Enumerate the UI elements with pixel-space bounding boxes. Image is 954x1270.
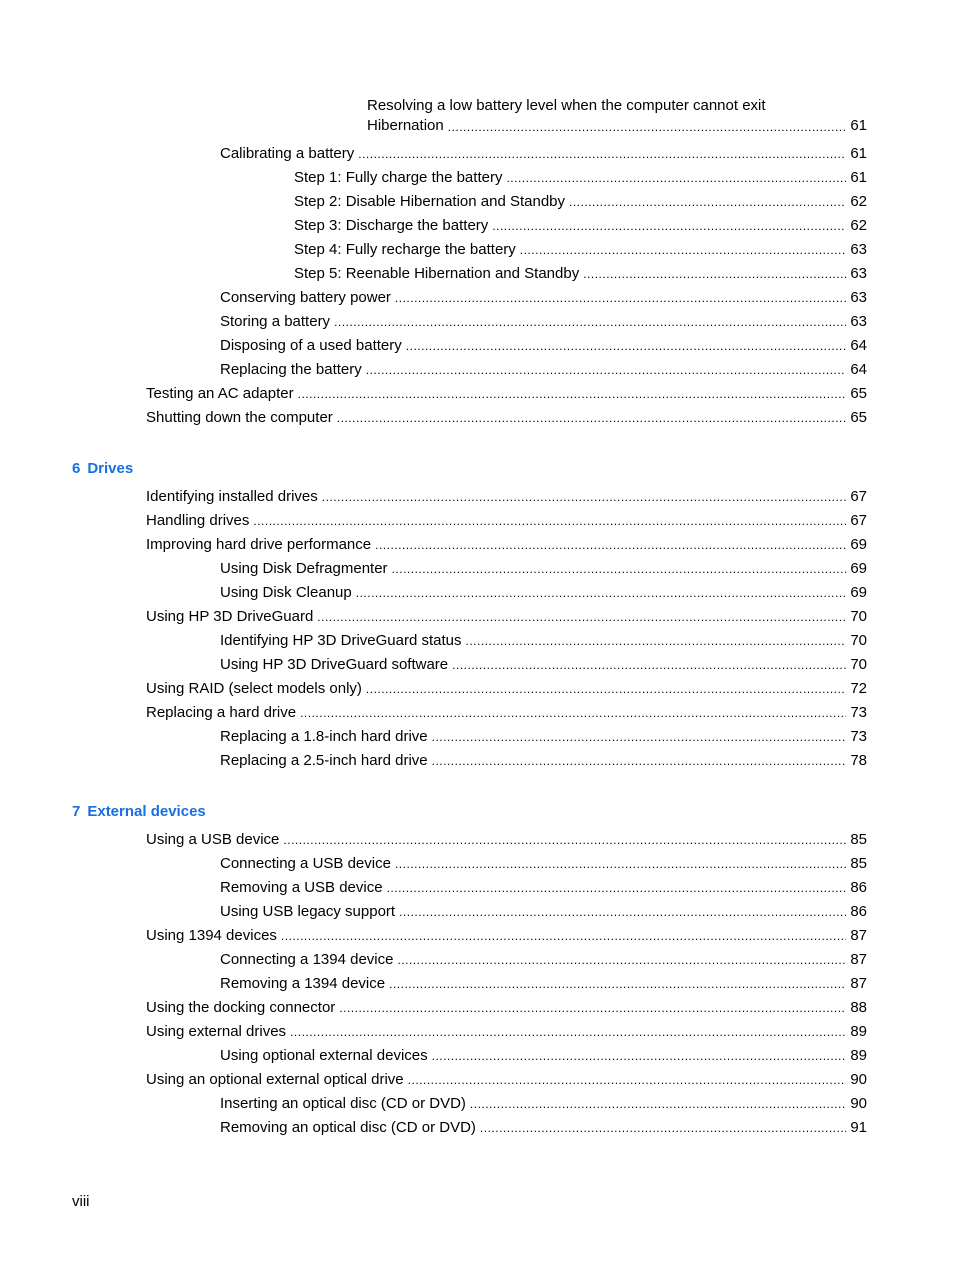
toc-entry-title: Conserving battery power [220,289,391,306]
toc-entry-calibrating-battery[interactable] [220,141,867,163]
toc-entry-connecting-usb-device[interactable] [220,851,867,873]
toc-entry-title: Identifying installed drives [146,488,318,505]
chapter-heading-drives[interactable] [72,459,133,479]
toc-entry-title: Shutting down the computer [146,409,333,426]
dot-leader [480,1119,846,1137]
toc-entry-inserting-optical-disc[interactable] [220,1091,867,1113]
toc-entry-title: Calibrating a battery [220,145,355,162]
toc-entry-page: 72 [850,680,867,697]
toc-entry-step-3[interactable] [294,213,867,235]
page-folio: viii [72,1193,90,1210]
toc-entry-title: Handling drives [146,512,250,529]
toc-entry-title: Step 2: Disable Hibernation and Standby [294,193,566,210]
toc-entry-external-drives[interactable] [146,1019,867,1041]
toc-entry-page: 85 [850,831,867,848]
toc-entry-page: 69 [850,560,867,577]
dot-leader [281,927,846,945]
toc-entry-driveguard-status[interactable] [220,628,867,650]
toc-entry-title: Removing a 1394 device [220,975,386,992]
toc-entry-removing-1394-device[interactable] [220,971,867,993]
dot-leader [406,337,847,355]
dot-leader [389,975,846,993]
toc-entry-conserving-battery[interactable] [220,285,867,307]
toc-entry-page: 87 [850,951,867,968]
toc-entry-title: Removing an optical disc (CD or DVD) [220,1119,476,1136]
toc-entry-shutting-down[interactable] [146,405,867,427]
toc-entry-page: 86 [850,879,867,896]
toc-entry-title: Testing an AC adapter [146,385,294,402]
dot-leader [408,1071,847,1089]
toc-entry-title: Using the docking connector [146,999,336,1016]
toc-entry-step-5[interactable] [294,261,867,283]
toc-entry-step-2[interactable] [294,189,867,211]
toc-entry-page: 88 [850,999,867,1016]
dot-leader [392,560,847,578]
toc-entry-replacing-hard-drive[interactable] [146,700,867,722]
toc-entry-page: 63 [850,265,867,282]
toc-entry-page: 63 [850,313,867,330]
toc-entry-title: Improving hard drive performance [146,536,372,553]
toc-entry-title: Identifying HP 3D DriveGuard status [220,632,462,649]
toc-entry-title: Step 3: Discharge the battery [294,217,489,234]
chapter-heading-external-devices[interactable] [72,802,206,822]
toc-entry-title: Step 1: Fully charge the battery [294,169,503,186]
toc-entry-page: 87 [850,975,867,992]
toc-entry-using-raid[interactable] [146,676,867,698]
toc-entry-page: 65 [850,409,867,426]
toc-entry-page: 63 [850,289,867,306]
toc-entry-title: Connecting a USB device [220,855,391,872]
toc-entry-replacing-2-5-inch[interactable] [220,748,867,770]
toc-entry-disk-defragmenter[interactable] [220,556,867,578]
dot-leader [395,289,846,307]
toc-entry-page: 78 [850,752,867,769]
toc-entry-page: 86 [850,903,867,920]
toc-entry-title: Removing a USB device [220,879,383,896]
dot-leader [300,704,846,722]
toc-entry-optional-external-devices[interactable] [220,1043,867,1065]
toc-entry-title: Using USB legacy support [220,903,396,920]
toc-entry-page: 70 [850,656,867,673]
toc-entry-page: 61 [850,117,867,134]
toc-entry-handling-drives[interactable] [146,508,867,530]
toc-entry-page: 67 [850,512,867,529]
toc-entry-page: 67 [850,488,867,505]
toc-entry-page: 64 [850,337,867,354]
dot-leader [339,999,846,1017]
toc-entry-replacing-battery[interactable] [220,357,867,379]
toc-entry-storing-battery[interactable] [220,309,867,331]
dot-leader [506,169,846,187]
toc-entry-removing-optical-disc[interactable] [220,1115,867,1137]
dot-leader [283,831,846,849]
dot-leader [356,584,847,602]
toc-entry-page: 87 [850,927,867,944]
toc-entry-title: Connecting a 1394 device [220,951,394,968]
toc-entry-page: 64 [850,361,867,378]
dot-leader [452,656,846,674]
toc-entry-resolving-low-battery[interactable] [367,96,867,136]
toc-entry-title: Using an optional external optical drive [146,1071,404,1088]
toc-entry-page: 85 [850,855,867,872]
toc-entry-page: 62 [850,193,867,210]
dot-leader [334,313,846,331]
toc-entry-using-driveguard[interactable] [146,604,867,626]
toc-entry-page: 69 [850,584,867,601]
toc-entry-using-1394-devices[interactable] [146,923,867,945]
toc-entry-title: Using 1394 devices [146,927,277,944]
toc-entry-identifying-drives[interactable] [146,484,867,506]
dot-leader [492,217,846,235]
toc-entry-external-optical-drive[interactable] [146,1067,867,1089]
chapter-number: 6 [72,460,81,477]
toc-entry-title: Using Disk Defragmenter [220,560,388,577]
dot-leader [317,608,846,626]
toc-entry-title: Using external drives [146,1023,287,1040]
toc-entry-connecting-1394-device[interactable] [220,947,867,969]
dot-leader [337,409,847,427]
toc-entry-title: Disposing of a used battery [220,337,402,354]
chapter-number: 7 [72,803,81,820]
toc-entry-testing-ac-adapter[interactable] [146,381,867,403]
dot-leader [366,361,847,379]
chapter-title: Drives [87,460,134,477]
toc-entry-title: Using RAID (select models only) [146,680,362,697]
dot-leader [387,879,847,897]
dot-leader [432,1047,847,1065]
toc-entry-title: Inserting an optical disc (CD or DVD) [220,1095,466,1112]
toc-entry-title: Replacing a 1.8-inch hard drive [220,728,428,745]
toc-entry-page: 89 [850,1047,867,1064]
dot-leader [470,1095,846,1113]
dot-leader [395,855,846,873]
toc-entry-page: 90 [850,1071,867,1088]
toc-entry-page: 70 [850,632,867,649]
dot-leader [448,118,847,136]
dot-leader [432,728,847,746]
toc-entry-replacing-1-8-inch[interactable] [220,724,867,746]
toc-entry-title: Step 4: Fully recharge the battery [294,241,516,258]
toc-entry-page: 89 [850,1023,867,1040]
toc-entry-improving-performance[interactable] [146,532,867,554]
dot-leader [322,488,847,506]
toc-entry-title: Using Disk Cleanup [220,584,352,601]
toc-entry-page: 69 [850,536,867,553]
toc-entry-title: Using HP 3D DriveGuard software [220,656,449,673]
toc-entry-step-4[interactable] [294,237,867,259]
dot-leader [253,512,846,530]
toc-entry-step-1[interactable] [294,165,867,187]
toc-entry-page: 61 [850,169,867,186]
dot-leader [397,951,846,969]
dot-leader [432,752,847,770]
toc-entry-title-line1: Resolving a low battery level when the computer cannot exit [367,97,766,114]
toc-entry-page: 90 [850,1095,867,1112]
toc-entry-page: 61 [850,145,867,162]
toc-entry-title: Replacing the battery [220,361,362,378]
toc-entry-title: Using optional external devices [220,1047,428,1064]
toc-entry-page: 73 [850,728,867,745]
dot-leader [583,265,846,283]
dot-leader [466,632,847,650]
toc-entry-title: Using a USB device [146,831,280,848]
toc-entry-page: 91 [850,1119,867,1136]
toc-entry-using-usb-device[interactable] [146,827,867,849]
toc-entry-disk-cleanup[interactable] [220,580,867,602]
chapter-title: External devices [87,803,206,820]
dot-leader [399,903,846,921]
toc-entry-page: 63 [850,241,867,258]
toc-entry-title: Step 5: Reenable Hibernation and Standby [294,265,580,282]
dot-leader [520,241,847,259]
toc-entry-page: 62 [850,217,867,234]
toc-entry-usb-legacy-support[interactable] [220,899,867,921]
toc-entry-removing-usb-device[interactable] [220,875,867,897]
dot-leader [375,536,846,554]
dot-leader [358,145,846,163]
toc-entry-driveguard-software[interactable] [220,652,867,674]
dot-leader [298,385,847,403]
toc-entry-page: 73 [850,704,867,721]
toc-entry-title: Hibernation [367,117,444,134]
toc-entry-title: Storing a battery [220,313,331,330]
toc-entry-title: Replacing a hard drive [146,704,297,721]
toc-entry-page: 70 [850,608,867,625]
toc-entry-title: Replacing a 2.5-inch hard drive [220,752,428,769]
dot-leader [569,193,846,211]
toc-entry-docking-connector[interactable] [146,995,867,1017]
dot-leader [366,680,846,698]
dot-leader [290,1023,846,1041]
toc-entry-title: Using HP 3D DriveGuard [146,608,314,625]
toc-entry-disposing-battery[interactable] [220,333,867,355]
toc-entry-page: 65 [850,385,867,402]
